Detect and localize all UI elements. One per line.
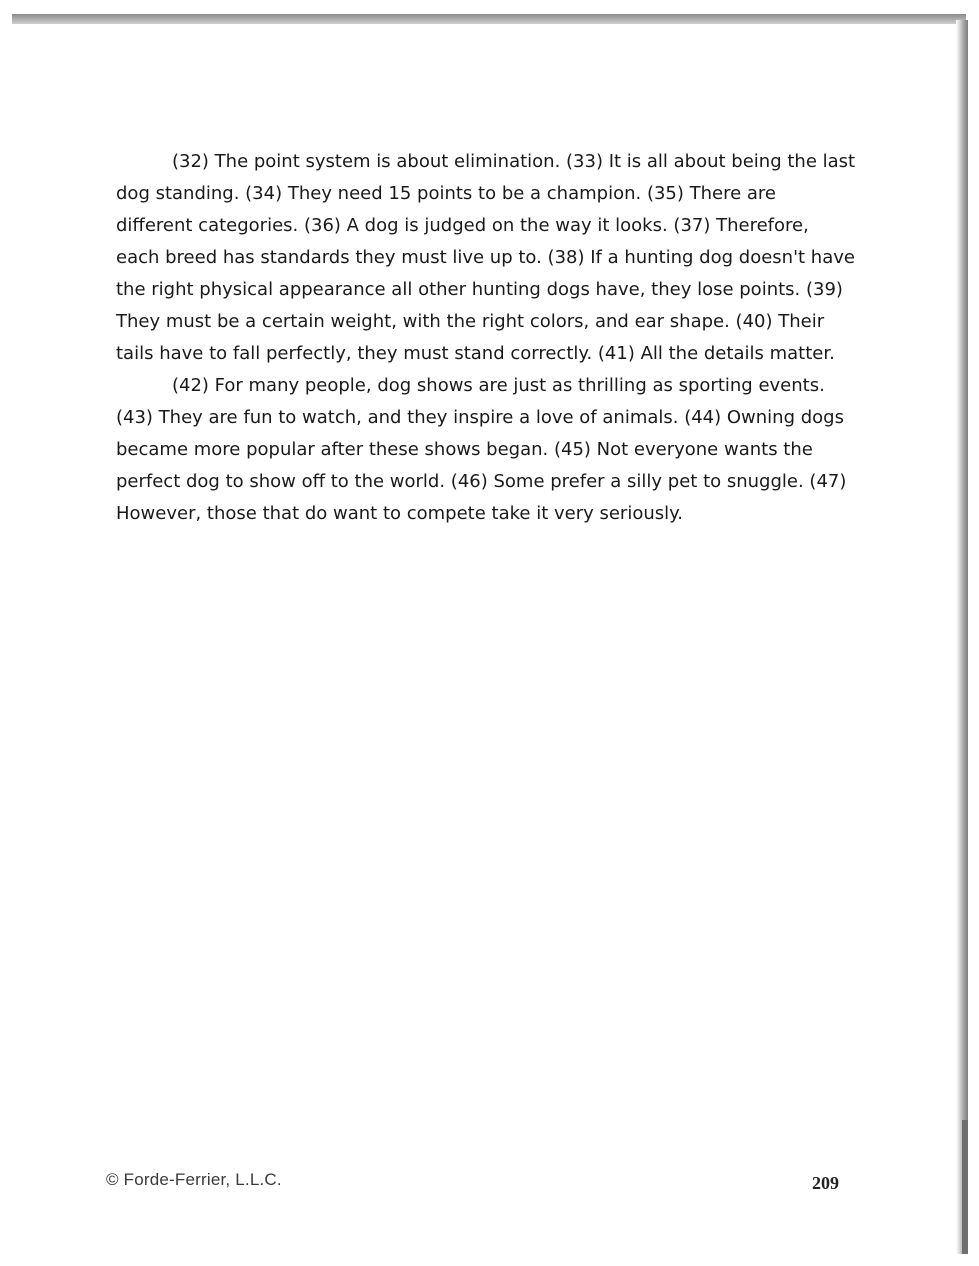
page-number: 209	[812, 1173, 839, 1193]
scan-top-border	[12, 14, 966, 24]
paragraph-1: (32) The point system is about elimination. (33) It is all about being the last dog standing. (34) They need 15 points to be a champion. (35) There are different categories. (36) A dog is judged on the way it looks. (37) Therefore, each breed has standards they must live up to. (38) If a hunting dog doesn't have the right physical appearance all other hunting dogs have, they lose points. (39) They must be a certain weight, with the right colors, and ear shape. (40) Their tails have to fall perfectly, they must stand correctly. (41) All the details matter.	[116, 151, 856, 364]
copyright-notice: © Forde-Ferrier, L.L.C.	[106, 1170, 282, 1189]
scan-right-edge-shadow	[962, 1120, 968, 1254]
page-body	[116, 146, 856, 530]
scan-right-edge	[956, 20, 968, 1254]
paragraph-2: (42) For many people, dog shows are just as thrilling as sporting events. (43) They are fun to watch, and they inspire a love of animals. (44) Owning dogs became more popular after these shows began. (45) Not everyone wants the perfect dog to show off to the world. (46) Some prefer a silly pet to snuggle. (47) However, those that do want to compete take it very seriously.	[116, 375, 847, 524]
